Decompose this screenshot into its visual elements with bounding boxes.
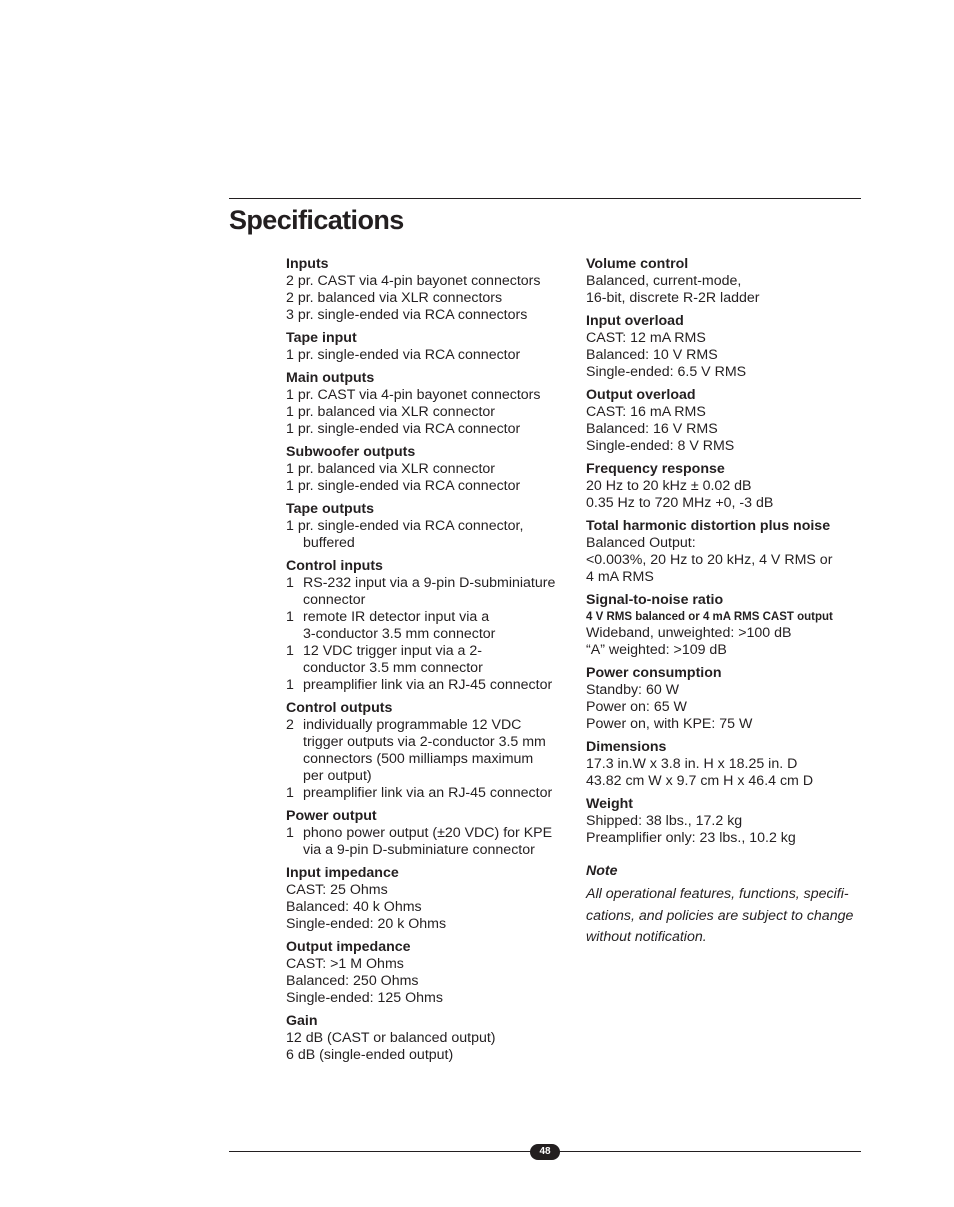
list-item	[286, 825, 576, 859]
spec-line: “A” weighted: >109 dB	[586, 642, 727, 658]
spec-line: 1 pr. single-ended via RCA connector	[286, 347, 521, 363]
item-text: preamplifier link via an RJ-45 connector	[303, 677, 553, 693]
spec-line: Balanced: 10 V RMS	[586, 347, 718, 363]
spec-line: Balanced: 16 V RMS	[586, 421, 718, 437]
spec-heading: Subwoofer outputs	[286, 444, 416, 460]
spec-heading: Signal-to-noise ratio	[586, 592, 724, 608]
spec-heading: Output impedance	[286, 939, 411, 955]
spec-line: Standby: 60 W	[586, 682, 680, 698]
list-item	[286, 609, 576, 643]
spec-line: Shipped: 38 lbs., 17.2 kg	[586, 813, 743, 829]
spec-heading: Output overload	[586, 387, 696, 403]
spec-heading: Inputs	[286, 256, 329, 272]
item-text: phono power output (±20 VDC) for KPE via a 9-pin D-subminiature connector	[303, 825, 553, 858]
spec-heading: Weight	[586, 796, 634, 812]
spec-power-consumption	[586, 665, 866, 733]
item-text: 12 VDC trigger input via a 2-conductor 3.5 mm connector	[303, 643, 483, 676]
spec-tape-input	[286, 330, 576, 364]
spec-heading: Frequency response	[586, 461, 725, 477]
spec-line: 1 pr. single-ended via RCA connector	[286, 421, 521, 437]
spec-heading: Input overload	[586, 313, 684, 329]
spec-line: 1 pr. single-ended via RCA connector	[286, 478, 521, 494]
spec-line: Power on, with KPE: 75 W	[586, 716, 753, 732]
item-count: 1	[286, 785, 294, 801]
item-count: 1	[286, 575, 294, 591]
spec-line: 2 pr. balanced via XLR connectors	[286, 290, 503, 306]
item-text: individually programmable 12 VDC trigger outputs via 2-conductor 3.5 mm connectors (500 milliamps maximum per output)	[303, 717, 546, 784]
list-item	[286, 677, 576, 694]
list-item	[286, 785, 576, 802]
spec-subheading: 4 V RMS balanced or 4 mA RMS CAST output	[586, 611, 833, 623]
spec-line: Wideband, unweighted: >100 dB	[586, 625, 792, 641]
note-text: All operational features, functions, specifi-cations, and policies are subject to change without notification.	[586, 886, 854, 945]
spec-line: 43.82 cm W x 9.7 cm H x 46.4 cm D	[586, 773, 814, 789]
spec-inputs	[286, 256, 576, 324]
spec-column-right	[586, 256, 866, 949]
spec-line: CAST: >1 M Ohms	[286, 956, 404, 972]
spec-line: Balanced, current-mode,	[586, 273, 742, 289]
spec-line: 1 pr. balanced via XLR connector	[286, 404, 496, 420]
item-count: 1	[286, 643, 294, 659]
spec-control-outputs	[286, 700, 576, 802]
spec-line: 6 dB (single-ended output)	[286, 1047, 454, 1063]
item-count: 1	[286, 825, 294, 841]
spec-line: 3 pr. single-ended via RCA connectors	[286, 307, 528, 323]
spec-output-overload	[586, 387, 866, 455]
spec-heading: Input impedance	[286, 865, 399, 881]
page-number-badge: 48	[530, 1144, 560, 1160]
spec-line: 0.35 Hz to 720 MHz +0, -3 dB	[586, 495, 774, 511]
spec-power-output	[286, 808, 576, 859]
spec-line: Single-ended: 125 Ohms	[286, 990, 443, 1006]
spec-tape-outputs	[286, 501, 576, 552]
spec-heading: Total harmonic distortion plus noise	[586, 518, 831, 534]
spec-heading: Power output	[286, 808, 377, 824]
item-count: 2	[286, 717, 294, 733]
spec-heading: Volume control	[586, 256, 689, 272]
top-divider	[229, 198, 861, 199]
spec-line: 1 pr. balanced via XLR connector	[286, 461, 496, 477]
spec-control-inputs	[286, 558, 576, 694]
spec-line: CAST: 12 mA RMS	[586, 330, 706, 346]
spec-line: Balanced Output:	[586, 535, 696, 551]
spec-main-outputs	[286, 370, 576, 438]
spec-frequency-response	[586, 461, 866, 512]
spec-line: 20 Hz to 20 kHz ± 0.02 dB	[586, 478, 752, 494]
spec-gain	[286, 1013, 576, 1064]
spec-line: Balanced: 250 Ohms	[286, 973, 419, 989]
spec-dimensions	[586, 739, 866, 790]
item-text: preamplifier link via an RJ-45 connector	[303, 785, 553, 801]
spec-line: 1 pr. CAST via 4-pin bayonet connectors	[286, 387, 541, 403]
spec-heading: Power consumption	[586, 665, 722, 681]
spec-column-left	[286, 256, 576, 1070]
spec-line: Single-ended: 6.5 V RMS	[586, 364, 747, 380]
item-text: RS-232 input via a 9-pin D-subminiature connector	[303, 575, 556, 608]
spec-line: Preamplifier only: 23 lbs., 10.2 kg	[586, 830, 796, 846]
spec-line: 17.3 in.W x 3.8 in. H x 18.25 in. D	[586, 756, 798, 772]
item-count: 1	[286, 609, 294, 625]
spec-heading: Gain	[286, 1013, 318, 1029]
spec-heading: Control inputs	[286, 558, 383, 574]
spec-line: CAST: 16 mA RMS	[586, 404, 706, 420]
page-title: Specifications	[229, 205, 404, 235]
spec-line: Single-ended: 20 k Ohms	[286, 916, 447, 932]
spec-thd-noise	[586, 518, 866, 586]
spec-line: Single-ended: 8 V RMS	[586, 438, 735, 454]
spec-line: 1 pr. single-ended via RCA connector, buffered	[286, 518, 524, 551]
list-item	[286, 575, 576, 609]
spec-line: Power on: 65 W	[586, 699, 687, 715]
spec-line: 12 dB (CAST or balanced output)	[286, 1030, 496, 1046]
spec-subwoofer-outputs	[286, 444, 576, 495]
spec-weight	[586, 796, 866, 847]
spec-line: 2 pr. CAST via 4-pin bayonet connectors	[286, 273, 541, 289]
spec-input-impedance	[286, 865, 576, 933]
spec-input-overload	[586, 313, 866, 381]
spec-line: Balanced: 40 k Ohms	[286, 899, 422, 915]
spec-heading: Main outputs	[286, 370, 375, 386]
spec-heading: Dimensions	[586, 739, 667, 755]
spec-heading: Tape input	[286, 330, 357, 346]
list-item	[286, 717, 576, 785]
spec-line: 16-bit, discrete R-2R ladder	[586, 290, 760, 306]
spec-heading: Control outputs	[286, 700, 393, 716]
item-count: 1	[286, 677, 294, 693]
item-text: remote IR detector input via a 3-conductor 3.5 mm connector	[303, 609, 496, 642]
spec-volume-control	[586, 256, 866, 307]
list-item	[286, 643, 576, 677]
spec-line: <0.003%, 20 Hz to 20 kHz, 4 V RMS or 4 mA RMS	[586, 552, 833, 585]
spec-heading: Tape outputs	[286, 501, 375, 517]
spec-line: CAST: 25 Ohms	[286, 882, 388, 898]
spec-signal-to-noise	[586, 592, 866, 659]
note-heading: Note	[586, 863, 618, 879]
note-block	[586, 863, 866, 949]
spec-output-impedance	[286, 939, 576, 1007]
